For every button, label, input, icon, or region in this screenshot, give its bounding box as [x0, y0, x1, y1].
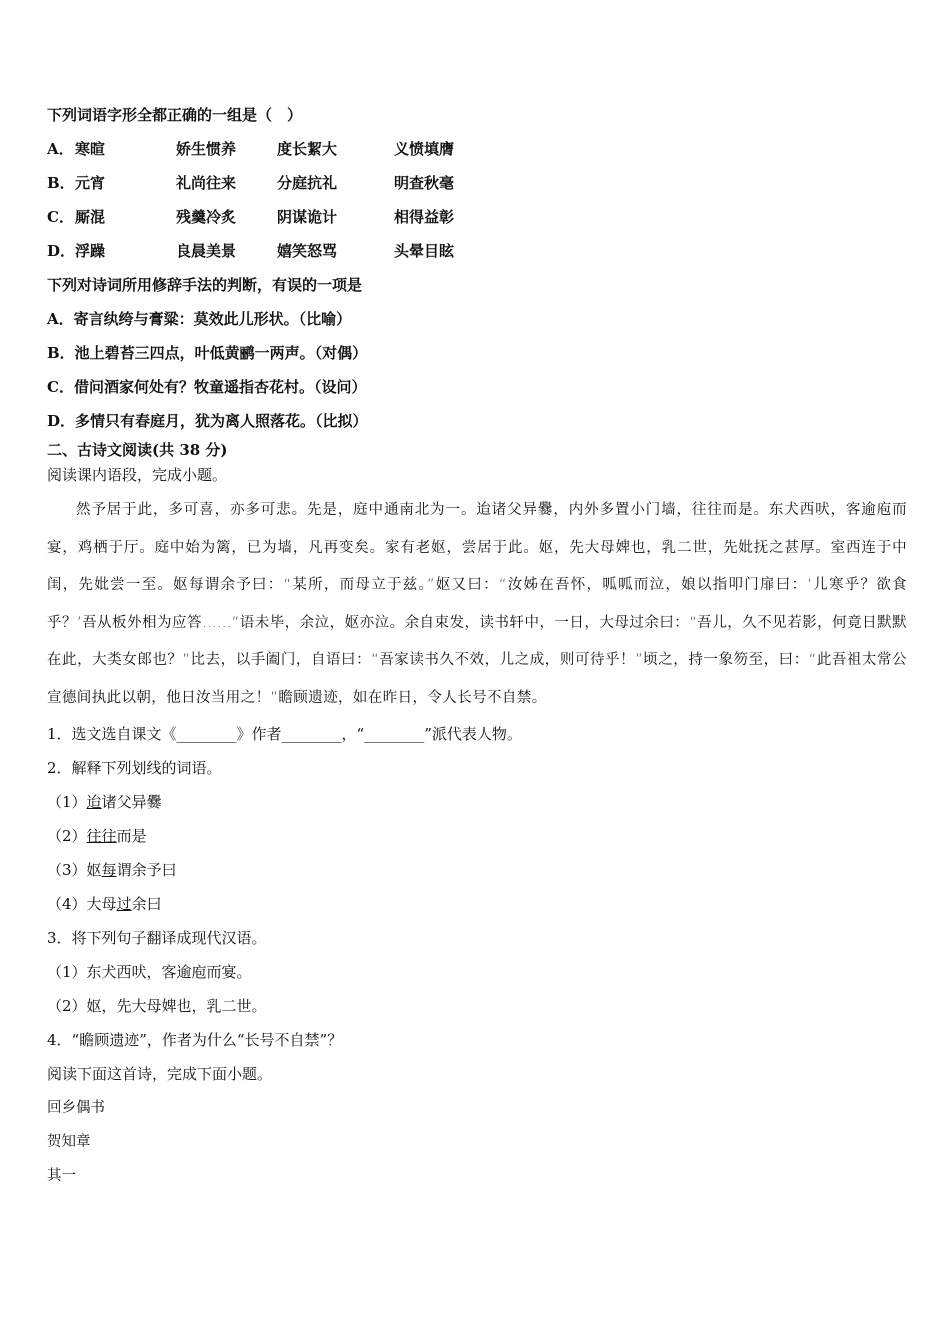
item-rest: 余曰 — [131, 895, 162, 913]
poem-title: 回乡偶书 — [47, 1100, 105, 1116]
question-2: 2．解释下列划线的词语。 — [47, 759, 222, 777]
document-page — [47, 98, 907, 1193]
option-word: 礼尚往来 — [176, 174, 237, 192]
underlined-word: 每 — [101, 861, 117, 879]
question-2-item-2 — [47, 819, 907, 853]
underlined-word: 迨 — [86, 793, 102, 811]
rhetoric-option-b: B．池上碧苔三四点，叶低黄鹂一两声。（对偶） — [47, 344, 368, 362]
rhetoric-question-stem: 下列对诗词所用修辞手法的判断，有误的一项是 — [47, 276, 363, 294]
item-prefix: （4）大母 — [47, 895, 117, 913]
option-word: 度长絜大 — [277, 140, 338, 158]
option-word: 残羹冷炙 — [176, 208, 237, 226]
option-word: 阴谋诡计 — [277, 208, 338, 226]
option-label: D． — [47, 242, 76, 260]
choice-option-d — [47, 234, 907, 268]
option-word: 娇生惯养 — [176, 140, 237, 158]
rhetoric-option-d: D．多情只有春庭月，犹为离人照落花。（比拟） — [47, 412, 368, 430]
option-word: 浮躁 — [75, 242, 106, 260]
option-word: 厮混 — [75, 208, 106, 226]
choice-question-stem: 下列词语字形全都正确的一组是（ ） — [47, 106, 303, 124]
question-3-item-2: （2）妪，先大母婢也，乳二世。 — [47, 997, 267, 1015]
question-3-item-1: （1）东犬西吠，客逾庖而宴。 — [47, 963, 252, 981]
question-2-item-4 — [47, 887, 907, 921]
item-rest: 谓余予曰 — [116, 861, 177, 879]
option-word: 寒暄 — [75, 140, 106, 158]
option-word: 明查秋毫 — [394, 174, 455, 192]
option-word: 良晨美景 — [176, 242, 237, 260]
item-prefix: （2） — [47, 827, 87, 845]
reading-intro: 阅读课内语段，完成小题。 — [47, 466, 228, 484]
question-2-item-3 — [47, 853, 907, 887]
question-4: 4．“瞻顾遗迹”，作者为什么“长号不自禁”？ — [47, 1031, 343, 1049]
poem-author: 贺知章 — [47, 1134, 91, 1150]
classical-passage: 然予居于此，多可喜，亦多可悲。先是，庭中通南北为一。迨诸父异爨，内外多置小门墙，往往而是。东犬西吠，客逾庖而宴，鸡栖于厅。庭中始为篱，已为墙，凡再变矣。家有老妪，尝居于此。妪，先大母婢也，乳二世，先妣抚之甚厚。室西连于中闺，先妣尝一至。妪每谓余予曰：“某所，而母立于兹。”妪又曰：“汝姊在吾怀，呱呱而泣，娘以指叩门扉曰：‘儿寒乎？欲食乎？’吾从板外相为应答……”语未毕，余泣，妪亦泣。余自束发，读书轩中，一日，大母过余曰：“吾儿，久不见若影，何竟日默默在此，大类女郎也？”比去，以手阖门，自语曰：“吾家读书久不效，儿之成，则可待乎！”顷之，持一象笏至，曰：“此吾祖太常公宣德间执此以朝，他日汝当用之！”瞻顾遗迹，如在昨日，令人长号不自禁。 — [47, 502, 907, 706]
item-rest: 诸父异爨 — [101, 793, 162, 811]
question-2-item-1 — [47, 785, 907, 819]
rhetoric-option-c: C．借问酒家何处有？牧童遥指杏花村。（设问） — [47, 378, 367, 396]
option-label: C． — [47, 208, 74, 226]
option-word: 元宵 — [75, 174, 106, 192]
choice-option-a — [47, 132, 907, 166]
item-prefix: （3）妪 — [47, 861, 102, 879]
question-3: 3．将下列句子翻译成现代汉语。 — [47, 929, 267, 947]
choice-option-b — [47, 166, 907, 200]
option-word: 分庭抗礼 — [277, 174, 338, 192]
option-word: 头晕目眩 — [394, 242, 455, 260]
item-rest: 而是 — [116, 827, 147, 845]
rhetoric-option-a: A．寄言纨绔与膏粱：莫效此儿形状。（比喻） — [47, 310, 352, 328]
poem-part: 其一 — [47, 1168, 76, 1184]
option-word: 相得益彰 — [394, 208, 455, 226]
underlined-word: 过 — [116, 895, 132, 913]
option-label: A． — [47, 140, 74, 158]
question-1: 1．选文选自课文《________》作者________，“________”派代表人物。 — [47, 725, 522, 743]
option-word: 嬉笑怒骂 — [277, 242, 338, 260]
item-prefix: （1） — [47, 793, 87, 811]
underlined-word: 往往 — [86, 827, 117, 845]
choice-option-c — [47, 200, 907, 234]
option-word: 义愤填膺 — [394, 140, 455, 158]
section-title: 二、古诗文阅读(共 38 分) — [47, 441, 228, 459]
poem-intro: 阅读下面这首诗，完成下面小题。 — [47, 1065, 273, 1083]
option-label: B． — [47, 174, 75, 192]
